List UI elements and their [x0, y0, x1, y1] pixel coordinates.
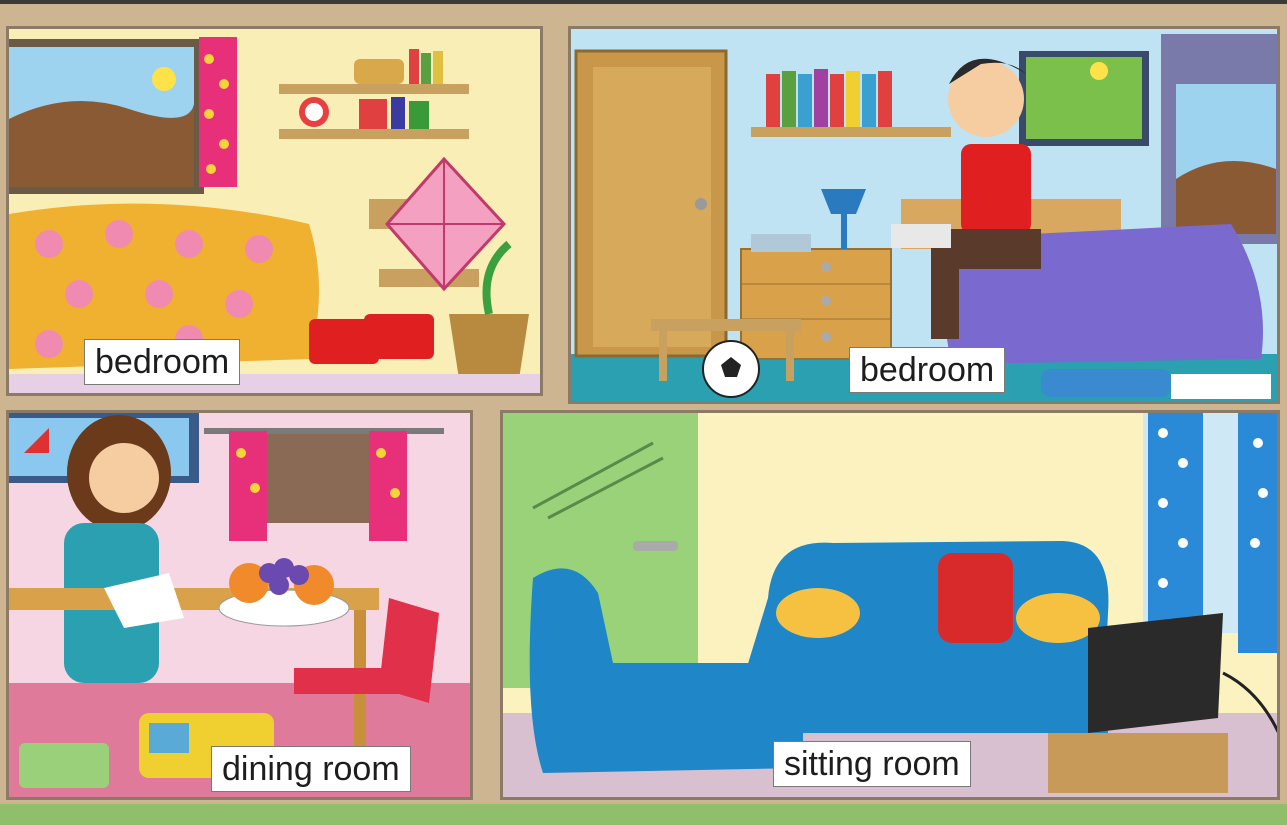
door-handle	[633, 541, 678, 551]
bedroom-room-1	[6, 26, 543, 396]
sitting-room	[500, 410, 1280, 800]
backpack	[938, 553, 1013, 643]
curtain	[1148, 413, 1203, 643]
cushion	[776, 588, 860, 638]
remote-control	[891, 224, 951, 248]
dining-room	[6, 410, 473, 800]
room-label: dining room	[211, 746, 411, 792]
tv-stand	[1048, 733, 1228, 793]
dining-room-scene	[9, 413, 473, 800]
plant-pot	[449, 314, 529, 379]
sun-icon	[152, 67, 176, 91]
vacuum-cleaner	[19, 743, 109, 788]
room-label: sitting room	[773, 741, 971, 787]
room-label: bedroom	[849, 347, 1005, 393]
room-label: bedroom	[84, 339, 240, 385]
telephone	[751, 234, 811, 252]
curtain	[229, 431, 267, 541]
nightstand	[741, 249, 891, 359]
bedroom-room-2	[568, 26, 1280, 404]
grass-strip	[0, 804, 1287, 825]
toy-car	[1041, 369, 1171, 397]
book-shelf	[751, 127, 951, 137]
door-knob	[695, 198, 707, 210]
shelf	[279, 84, 469, 94]
television	[1088, 613, 1223, 733]
coffee-table	[651, 319, 801, 331]
